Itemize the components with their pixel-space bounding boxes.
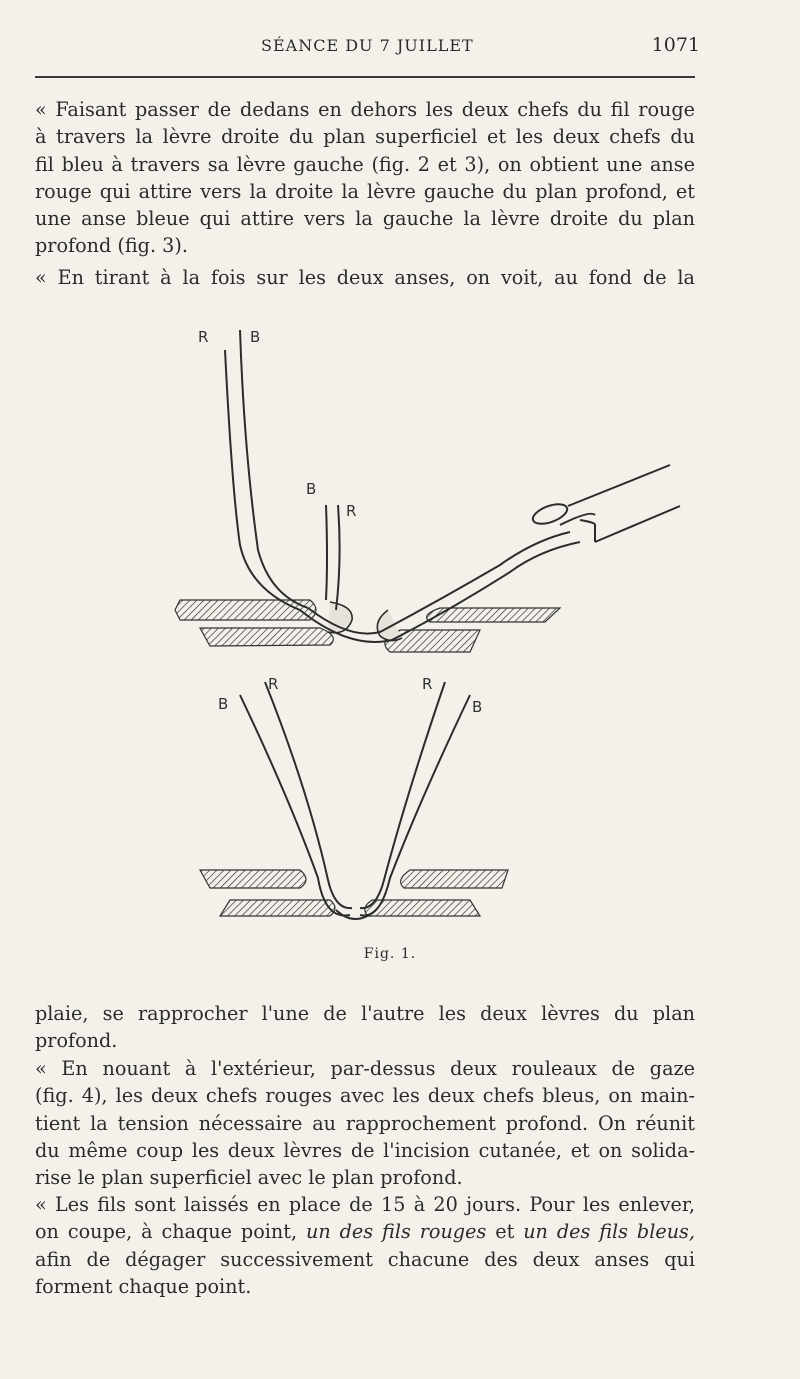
- page-number: 1071: [651, 34, 700, 56]
- upper-diagram: [175, 330, 680, 652]
- label-low-right-r: R: [422, 675, 433, 693]
- paragraph-5: [35, 1191, 695, 1300]
- text-line: (fig. 4), les deux chefs rouges avec les deux chefs bleus, on main-: [35, 1084, 695, 1108]
- paragraph-1: [35, 96, 695, 260]
- text-line: à travers la lèvre droite du plan superficiel et les deux chefs du: [35, 125, 695, 149]
- text-line: plaie, se rapprocher l'une de l'autre les deux lèvres du plan: [35, 1002, 695, 1025]
- page-header: [35, 34, 700, 62]
- text-line: [35, 1218, 695, 1245]
- label-top-r: R: [198, 328, 209, 346]
- text-line: « En nouant à l'extérieur, par-dessus deux rouleaux de gaze: [35, 1057, 695, 1080]
- text-line: tient la tension nécessaire au rapprochement profond. On réunit: [35, 1111, 695, 1135]
- text-line: afin de dégager successivement chacune des deux anses qui: [35, 1247, 695, 1271]
- figure-1: [140, 310, 700, 970]
- label-mid-r: R: [346, 502, 357, 520]
- text-run: on coupe, à chaque point,: [35, 1220, 306, 1244]
- text-line: du même coup les deux lèvres de l'incision cutanée, et on solida-: [35, 1138, 695, 1162]
- text-line: rouge qui attire vers la droite la lèvre gauche du plan profond, et: [35, 179, 695, 203]
- running-title: SÉANCE DU 7 JUILLET: [261, 36, 474, 55]
- header-rule: [35, 76, 695, 78]
- text-line: fil bleu à travers sa lèvre gauche (fig. 2 et 3), on obtient une anse: [35, 152, 695, 176]
- paragraph-4: [35, 1055, 695, 1191]
- text-line: forment chaque point.: [35, 1274, 252, 1298]
- text-line: « En tirant à la fois sur les deux anses, on voit, au fond de la: [35, 266, 695, 289]
- text-line: « Faisant passer de dedans en dehors les deux chefs du fil rouge: [35, 98, 695, 121]
- label-top-b: B: [250, 328, 261, 346]
- paragraph-2: [35, 264, 695, 291]
- figure-caption: Fig. 1.: [363, 946, 417, 962]
- text-line: rise le plan superficiel avec le plan profond.: [35, 1166, 463, 1190]
- text-run: et: [486, 1220, 524, 1244]
- paragraph-3: [35, 1000, 695, 1055]
- text-line: profond (fig. 3).: [35, 234, 188, 258]
- lower-diagram: [200, 682, 508, 919]
- label-low-right-b: B: [472, 698, 483, 716]
- text-line: profond.: [35, 1029, 118, 1053]
- suture-illustration: [140, 310, 700, 970]
- label-mid-b: B: [306, 480, 317, 498]
- text-line: une anse bleue qui attire vers la gauche la lèvre droite du plan: [35, 207, 695, 231]
- label-low-left-b: B: [218, 695, 229, 713]
- label-low-left-r: R: [268, 675, 279, 693]
- text-line: « Les fils sont laissés en place de 15 à 20 jours. Pour les enlever,: [35, 1193, 695, 1216]
- italic-text: un des fils bleus,: [523, 1220, 695, 1244]
- italic-text: un des fils rouges: [306, 1220, 487, 1244]
